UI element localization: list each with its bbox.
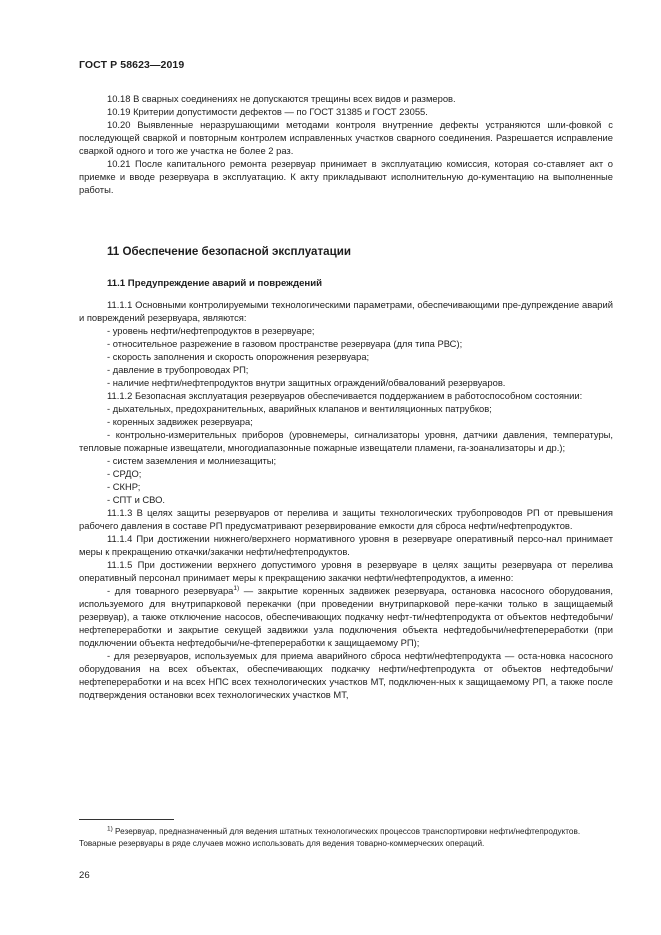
- footnote-reference: 1): [233, 584, 240, 592]
- footnote-separator: [79, 819, 174, 820]
- paragraph-10-20: 10.20 Выявленные неразрушающими методами контроля внутренние дефекты устраняются шли-фовкой с последующей сваркой и повторным контролем исправленных участков сварного соединения. Разрешается исправление сваркой одного и того же участка не более 2 раз.: [79, 119, 613, 156]
- paragraph-11-1-5: 11.1.5 При достижении верхнего допустимого уровня в резервуаре в целях защиты резервуара от перелива оперативный персонал принимает меры к прекращению закачки нефти/нефтепродуктов, а именно:: [79, 559, 613, 583]
- section-11-title: 11 Обеспечение безопасной эксплуатации: [107, 245, 351, 258]
- paragraph-11-1-2: 11.1.2 Безопасная эксплуатация резервуаров обеспечивается поддержанием в работоспособном состоянии:: [107, 390, 583, 401]
- section-11-body: [79, 298, 613, 701]
- list-item-emergency-tank: - для резервуаров, используемых для приема аварийного сброса нефти/нефтепродукта — оста-новка насосного оборудования на всех объектах, обеспечивающих подкачку нефти/нефтепродукта от объектов нефтедобычи/нефтепереработки и на всех НПС всех технологических участков МТ, подключен-ных к защищаемому РП, а также после подтверждения остановки всех технологических участков МТ,: [79, 650, 613, 700]
- paragraph-11-1-1: 11.1.1 Основными контролируемыми технологическими параметрами, обеспечивающими пре-дупреждение аварий и повреждений резервуара, являются:: [79, 299, 613, 323]
- list-item: - наличие нефти/нефтепродуктов внутри защитных ограждений/обвалований резервуаров.: [107, 377, 506, 388]
- list-item: - относительное разрежение в газовом пространстве резервуара (для типа РВС);: [107, 338, 463, 349]
- list-item: - коренных задвижек резервуара;: [107, 416, 253, 427]
- footnote: [79, 826, 613, 850]
- list-item: - контрольно-измерительных приборов (уровнемеры, сигнализаторы уровня, датчики давления, температуры, тепловые пожарные извещатели, многодиапазонные пожарные извещатели пламени, га-зоанализаторы и др.);: [79, 429, 613, 453]
- footnote-mark: 1): [107, 825, 113, 833]
- subsection-11-1-title: 11.1 Предупреждение аварий и повреждений: [107, 278, 322, 289]
- paragraph-11-1-3: 11.1.3 В целях защиты резервуаров от перелива и защиты технологических трубопроводов РП от превышения рабочего давления в составе РП предусматривают резервирование емкости для сброса нефти/нефтепродуктов.: [79, 507, 613, 531]
- paragraph-10-19: 10.19 Критерии допустимости дефектов — по ГОСТ 31385 и ГОСТ 23055.: [107, 106, 428, 117]
- list-item-start: - для товарного резервуара: [107, 585, 234, 596]
- document-header-code: ГОСТ Р 58623—2019: [79, 59, 185, 71]
- list-item: - СРДО;: [107, 468, 142, 479]
- list-item: - СПТ и СВО.: [107, 494, 166, 505]
- list-item: - скорость заполнения и скорость опорожнения резервуара;: [107, 351, 370, 362]
- paragraph-11-1-4: 11.1.4 При достижении нижнего/верхнего нормативного уровня в резервуаре оперативный персо-нал принимает меры к прекращению откачки/закачки нефти/нефтепродуктов.: [79, 533, 613, 557]
- paragraph-10-18: 10.18 В сварных соединениях не допускаются трещины всех видов и размеров.: [107, 93, 456, 104]
- list-item: - давление в трубопроводах РП;: [107, 364, 249, 375]
- list-item-commodity-tank: [79, 584, 613, 649]
- footnote-text: Резервуар, предназначенный для ведения штатных технологических процессов транспортировки нефти/нефтепродуктов. Товарные резервуары в ряде случаев можно использовать для ведения товарно-коммерческих операций.: [79, 827, 581, 848]
- list-item: - дыхательных, предохранительных, аварийных клапанов и вентиляционных патрубков;: [107, 403, 492, 414]
- list-item: - уровень нефти/нефтепродуктов в резервуаре;: [107, 325, 315, 336]
- list-item: - СКНР;: [107, 481, 141, 492]
- paragraph-10-21: 10.21 После капитального ремонта резервуар принимает в эксплуатацию комиссия, которая со-ставляет акт о приемке и вводе резервуара в эксплуатацию. К акту прикладывают исполнительную до-кументацию на выполненные работы.: [79, 158, 613, 195]
- section-10-body: [79, 92, 613, 196]
- list-item: - систем заземления и молниезащиты;: [107, 455, 277, 466]
- page-number: 26: [79, 870, 90, 881]
- footnote-mark-wrap: [79, 827, 113, 836]
- list-item-rest: — закрытие коренных задвижек резервуара, остановка насосного оборудования, используемого для внутрипарковой перекачки (при проведении внутрипарковой пере-качки только в защищаемый резервуар), а также отключение насосов, обеспечивающих подкачку нефт-ти/нефтепродукта от объектов нефтедобычи/нефтепереработки и закрытие секущей задвижки узла подключения объекта нефтедобычи/нефтепереработки (при подключении объекта нефтедобычи/не-фтепереработки к защищаемому РП);: [79, 585, 613, 648]
